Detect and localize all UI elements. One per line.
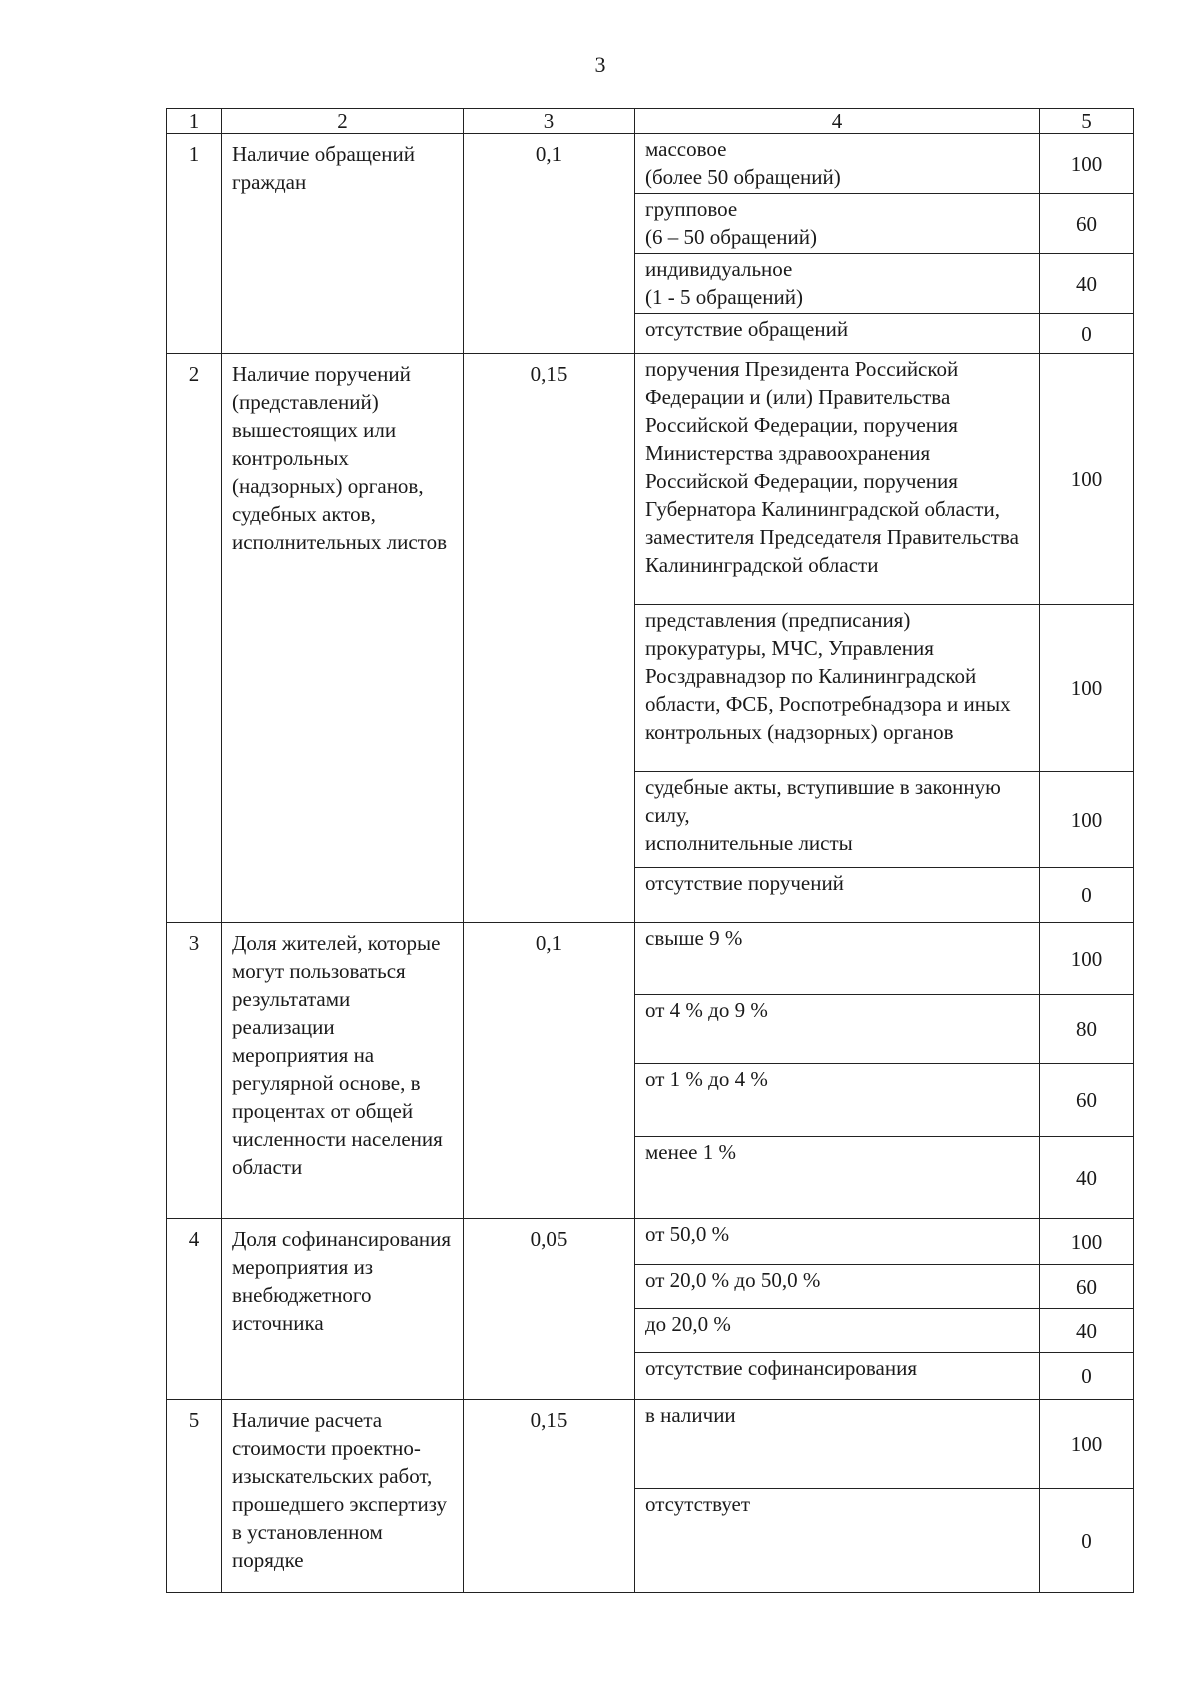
option-score: 100 xyxy=(1040,134,1134,194)
option-score: 100 xyxy=(1040,772,1134,868)
table-row xyxy=(167,1400,1134,1489)
criterion-weight: 0,15 xyxy=(464,354,635,923)
option-condition: от 4 % до 9 % xyxy=(635,995,1040,1064)
option-score: 40 xyxy=(1040,1309,1134,1353)
table-row xyxy=(167,1219,1134,1265)
option-score: 100 xyxy=(1040,923,1134,995)
option-score: 60 xyxy=(1040,1265,1134,1309)
criterion-number: 5 xyxy=(167,1400,222,1593)
criterion-name: Наличие поручений (представлений) вышестоящих или контрольных (надзорных) органов, судебных актов, исполнительных листов xyxy=(222,354,464,923)
option-condition: отсутствие обращений xyxy=(635,314,1040,354)
criterion-number: 4 xyxy=(167,1219,222,1400)
option-score: 100 xyxy=(1040,1219,1134,1265)
option-condition: отсутствие поручений xyxy=(635,868,1040,923)
option-condition: представления (предписания) прокуратуры, МЧС, Управления Росздравнадзор по Калининградской области, ФСБ, Роспотребнадзора и иных контрольных (надзорных) органов xyxy=(635,605,1040,772)
criterion-name: Наличие расчета стоимости проектно-изыскательских работ, прошедшего экспертизу в установленном порядке xyxy=(222,1400,464,1593)
option-condition: от 50,0 % xyxy=(635,1219,1040,1265)
option-score: 100 xyxy=(1040,605,1134,772)
criterion-name: Доля жителей, которые могут пользоваться результатами реализации мероприятия на регулярной основе, в процентах от общей численности населения области xyxy=(222,923,464,1219)
header-cell: 1 xyxy=(167,109,222,134)
option-condition: судебные акты, вступившие в законную силу, исполнительные листы xyxy=(635,772,1040,868)
header-row xyxy=(167,109,1134,134)
option-condition: поручения Президента Российской Федерации и (или) Правительства Российской Федерации, поручения Министерства здравоохранения Российской Федерации, поручения Губернатора Калининградской области, заместителя Председателя Правительства Калининградской области xyxy=(635,354,1040,605)
option-score: 100 xyxy=(1040,354,1134,605)
option-score: 60 xyxy=(1040,194,1134,254)
option-condition: в наличии xyxy=(635,1400,1040,1489)
option-condition: отсутствие софинансирования xyxy=(635,1353,1040,1400)
header-cell: 3 xyxy=(464,109,635,134)
option-score: 40 xyxy=(1040,1137,1134,1219)
criteria-table xyxy=(166,108,1134,1593)
criterion-weight: 0,15 xyxy=(464,1400,635,1593)
option-condition: свыше 9 % xyxy=(635,923,1040,995)
option-condition: от 1 % до 4 % xyxy=(635,1064,1040,1137)
table-row xyxy=(167,134,1134,194)
page-number: 3 xyxy=(594,52,606,77)
header-cell: 2 xyxy=(222,109,464,134)
option-condition: до 20,0 % xyxy=(635,1309,1040,1353)
option-score: 60 xyxy=(1040,1064,1134,1137)
option-condition: массовое (более 50 обращений) xyxy=(635,134,1040,194)
header-cell: 4 xyxy=(635,109,1040,134)
criterion-name: Доля софинансирования мероприятия из внебюджетного источника xyxy=(222,1219,464,1400)
criterion-number: 1 xyxy=(167,134,222,354)
option-condition: индивидуальное (1 - 5 обращений) xyxy=(635,254,1040,314)
option-score: 0 xyxy=(1040,868,1134,923)
criterion-number: 2 xyxy=(167,354,222,923)
header-cell: 5 xyxy=(1040,109,1134,134)
criterion-weight: 0,1 xyxy=(464,134,635,354)
option-score: 0 xyxy=(1040,314,1134,354)
criterion-weight: 0,1 xyxy=(464,923,635,1219)
criterion-number: 3 xyxy=(167,923,222,1219)
option-score: 0 xyxy=(1040,1353,1134,1400)
criterion-name: Наличие обращений граждан xyxy=(222,134,464,354)
option-score: 80 xyxy=(1040,995,1134,1064)
option-condition: групповое (6 – 50 обращений) xyxy=(635,194,1040,254)
criterion-weight: 0,05 xyxy=(464,1219,635,1400)
option-condition: от 20,0 % до 50,0 % xyxy=(635,1265,1040,1309)
option-score: 40 xyxy=(1040,254,1134,314)
option-score: 0 xyxy=(1040,1489,1134,1593)
option-condition: отсутствует xyxy=(635,1489,1040,1593)
table-row xyxy=(167,923,1134,995)
table-row xyxy=(167,354,1134,605)
option-score: 100 xyxy=(1040,1400,1134,1489)
option-condition: менее 1 % xyxy=(635,1137,1040,1219)
